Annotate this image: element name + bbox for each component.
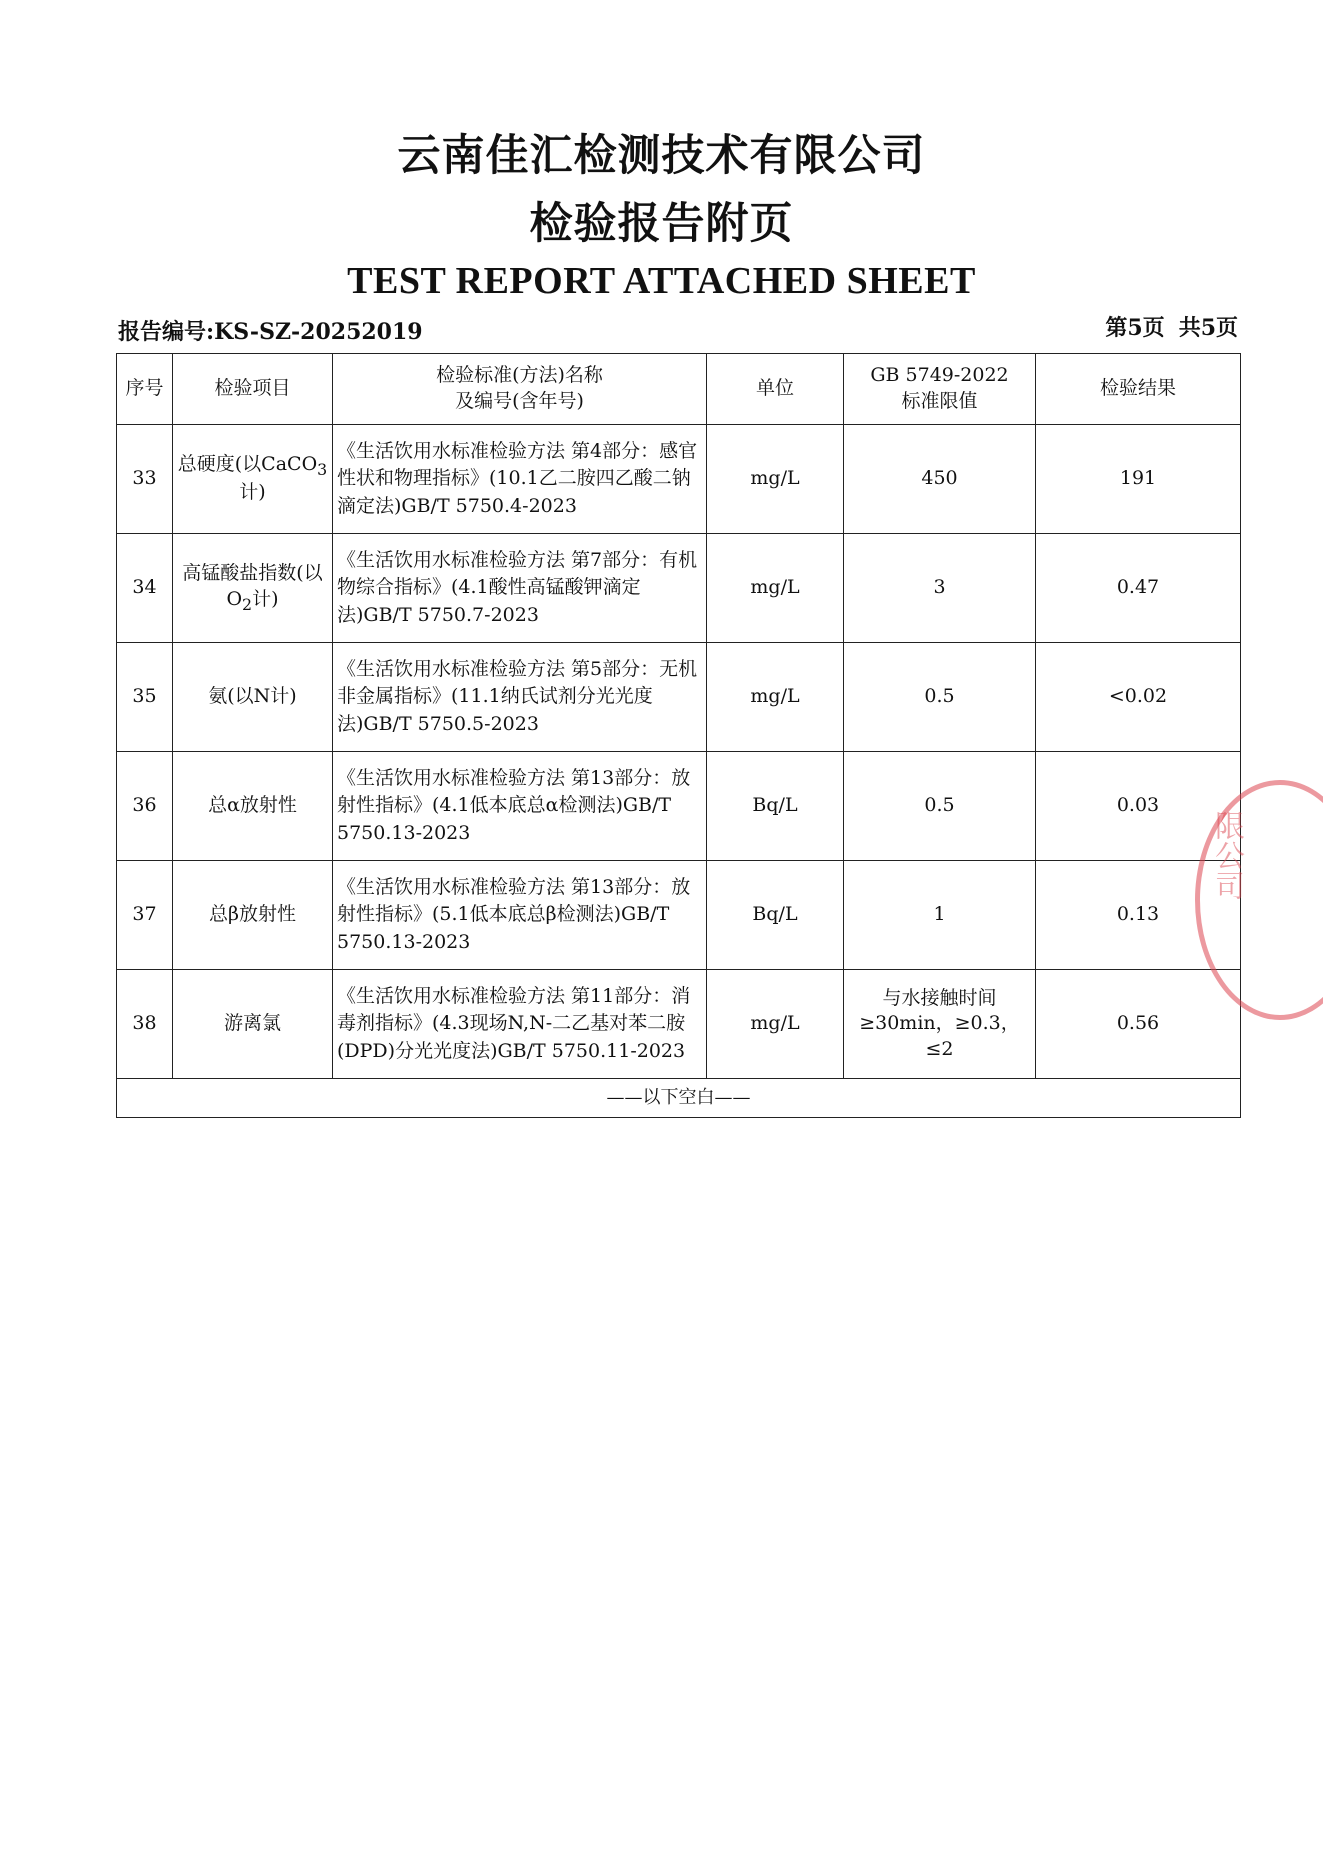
page-indicator — [1091, 311, 1238, 342]
row-item-main: 高锰酸盐指数(以O — [182, 562, 323, 610]
row-unit: mg/L — [707, 534, 844, 643]
row-method: 《生活饮用水标准检验方法 第11部分：消毒剂指标》(4.3现场N,N-二乙基对苯二胺(DPD)分光光度法)GB/T 5750.11-2023 — [333, 970, 707, 1079]
row-seq: 33 — [117, 425, 173, 534]
row-result: 191 — [1036, 425, 1241, 534]
row-limit: 3 — [844, 534, 1036, 643]
row-item — [173, 752, 333, 861]
row-limit: 450 — [844, 425, 1036, 534]
row-limit: 1 — [844, 861, 1036, 970]
row-item-main: 游离氯 — [223, 1012, 281, 1035]
report-title-en: TEST REPORT ATTACHED SHEET — [347, 260, 976, 302]
seal-text: 限公司 — [1209, 810, 1244, 900]
row-limit: 0.5 — [844, 752, 1036, 861]
row-item-main: 总β放射性 — [209, 903, 296, 926]
page-total: 共5页 — [1178, 315, 1238, 341]
row-method: 《生活饮用水标准检验方法 第7部分：有机物综合指标》(4.1酸性高锰酸钾滴定法)GB/T 5750.7-2023 — [333, 534, 707, 643]
table-header-row — [117, 354, 1241, 425]
header-limit-line1: GB 5749-2022 — [870, 364, 1009, 387]
row-result: 0.47 — [1036, 534, 1241, 643]
row-unit: Bq/L — [707, 861, 844, 970]
row-item — [173, 643, 333, 752]
table-row — [117, 970, 1241, 1079]
row-item-sub: 2 — [242, 594, 253, 614]
header-limit — [844, 354, 1036, 425]
header-method — [333, 354, 707, 425]
row-method: 《生活饮用水标准检验方法 第5部分：无机非金属指标》(11.1纳氏试剂分光光度法)GB/T 5750.5-2023 — [333, 643, 707, 752]
row-unit: mg/L — [707, 970, 844, 1079]
row-method: 《生活饮用水标准检验方法 第13部分：放射性指标》(4.1低本底总α检测法)GB/T 5750.13-2023 — [333, 752, 707, 861]
table-footer-row — [117, 1079, 1241, 1118]
header-limit-line2: 标准限值 — [901, 390, 978, 412]
page-current: 第5页 — [1105, 315, 1165, 341]
table-row — [117, 861, 1241, 970]
row-result: 0.56 — [1036, 970, 1241, 1079]
table-row — [117, 643, 1241, 752]
table-row — [117, 534, 1241, 643]
row-item — [173, 970, 333, 1079]
row-item-tail: 计) — [239, 481, 266, 504]
row-item — [173, 534, 333, 643]
blank-below-note: ——以下空白—— — [117, 1079, 1241, 1118]
row-seq: 38 — [117, 970, 173, 1079]
report-number: 报告编号:KS-SZ-20252019 — [118, 319, 423, 345]
row-item — [173, 861, 333, 970]
header-item: 检验项目 — [173, 354, 333, 425]
header-seq: 序号 — [117, 354, 173, 425]
header-method-line1: 检验标准(方法)名称 — [436, 364, 603, 387]
row-result: 0.03 — [1036, 752, 1241, 861]
table-row — [117, 752, 1241, 861]
row-method: 《生活饮用水标准检验方法 第4部分：感官性状和物理指标》(10.1乙二胺四乙酸二钠滴定法)GB/T 5750.4-2023 — [333, 425, 707, 534]
row-item — [173, 425, 333, 534]
row-item-main: 总α放射性 — [208, 794, 297, 817]
row-seq: 37 — [117, 861, 173, 970]
row-unit: mg/L — [707, 643, 844, 752]
table-row — [117, 425, 1241, 534]
row-limit: 0.5 — [844, 643, 1036, 752]
results-table — [116, 353, 1241, 1118]
row-seq: 35 — [117, 643, 173, 752]
report-title-cn: 检验报告附页 — [529, 199, 794, 249]
row-item-main: 总硬度(以CaCO — [177, 453, 318, 476]
row-item-sub: 3 — [317, 459, 328, 479]
row-seq: 34 — [117, 534, 173, 643]
header-method-line2: 及编号(含年号) — [455, 390, 584, 412]
row-unit: mg/L — [707, 425, 844, 534]
company-name: 云南佳汇检测技术有限公司 — [397, 131, 926, 181]
row-limit: 与水接触时间≥30min，≥0.3，≤2 — [844, 970, 1036, 1079]
row-unit: Bq/L — [707, 752, 844, 861]
row-item-main: 氨(以N计) — [208, 685, 297, 708]
row-item-tail: 计) — [252, 587, 279, 610]
header-result: 检验结果 — [1036, 354, 1241, 425]
row-result: <0.02 — [1036, 643, 1241, 752]
header-unit: 单位 — [707, 354, 844, 425]
row-result: 0.13 — [1036, 861, 1241, 970]
row-method: 《生活饮用水标准检验方法 第13部分：放射性指标》(5.1低本底总β检测法)GB/T 5750.13-2023 — [333, 861, 707, 970]
row-seq: 36 — [117, 752, 173, 861]
